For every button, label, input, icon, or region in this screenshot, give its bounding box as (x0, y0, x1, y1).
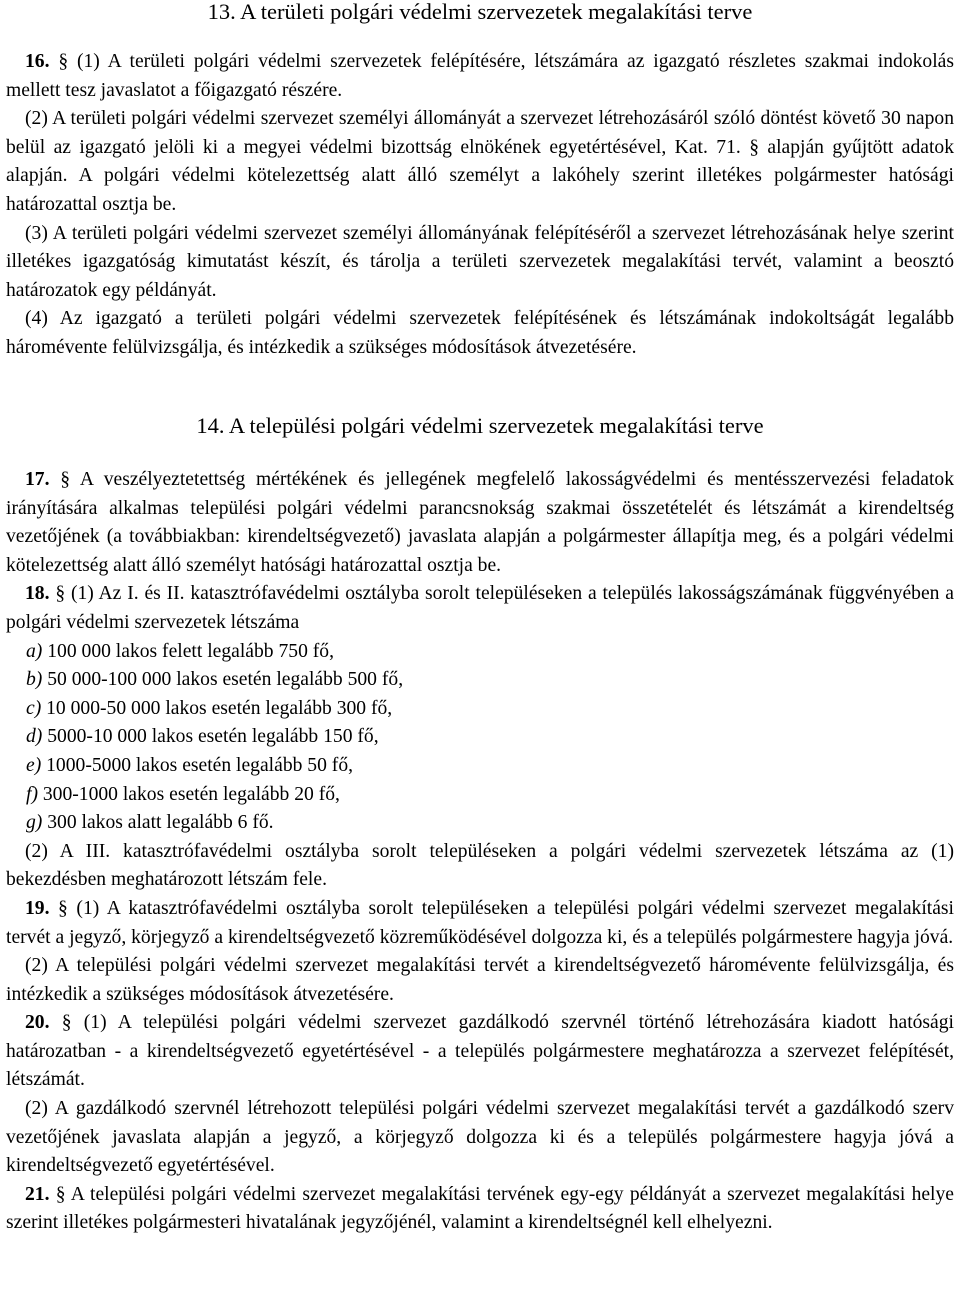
list-text: 5000-10 000 lakos esetén legalább 150 fő, (42, 726, 379, 748)
list-letter: g) (26, 812, 43, 834)
list-letter: d) (26, 726, 43, 748)
paragraph-18-2: (2) A III. katasztrófavédelmi osztályba sorolt településeken a polgári védelmi szervezetek létszáma az (1) bekezdésben meghatározott létszám fele. (6, 840, 954, 891)
paragraph-20-1-text: § (1) A települési polgári védelmi szervezet gazdálkodó szervnél történő létrehozására kiadott hatósági határozatban - a kirendeltségvezető egyetértésével - a település polgármestere meghatározza a szervezet felépítését, létszámát. (6, 1012, 954, 1091)
paragraph-20-2: (2) A gazdálkodó szervnél létrehozott települési polgári védelmi szervezet megalakítási tervét a gazdálkodó szerv vezetőjének javaslata alapján a jegyző, a körjegyző dolgozza ki és a település polgármestere hagyja jóvá a kirendeltségvezető egyetértésével. (6, 1098, 954, 1177)
paragraph-18-1 (6, 580, 954, 637)
population-list (6, 638, 954, 838)
paragraph-16-3: (3) A területi polgári védelmi szervezet személyi állományának felépítéséről a szervezet létrehozásának helye szerint illetékes igazgatóság kimutatást készít, és tárolja a területi szervezetek megalakítási tervét, valamint a beosztó határozatok egy példányát. (6, 222, 954, 301)
list-item (6, 752, 954, 781)
section-number-19: 19. (25, 897, 50, 919)
section-number-21: 21. (25, 1183, 50, 1205)
list-letter: f) (26, 783, 38, 805)
section-heading-14: 14. A települési polgári védelmi szervezetek megalakítási terve (196, 413, 764, 438)
list-text: 50 000-100 000 lakos esetén legalább 500 fő, (42, 669, 404, 691)
list-text: 10 000-50 000 lakos esetén legalább 300 fő, (41, 697, 393, 719)
paragraph-17-text: § A veszélyeztetettség mértékének és jellegének megfelelő lakosságvédelmi és mentésszervezési feladatok irányítására alkalmas települési polgári védelmi parancsnokság szakmai összetételét és létszámát a kirendeltség vezetőjének (a továbbiakban: kirendeltségvezető) javaslata alapján a polgármester állapítja meg, és a polgári védelmi kötelezettség alatt álló személyt hatósági határozattal osztja be. (6, 469, 954, 576)
section-13-body (6, 48, 954, 363)
list-text: 100 000 lakos felett legalább 750 fő, (42, 640, 334, 662)
list-letter: e) (26, 754, 42, 776)
section-number-17: 17. (25, 469, 50, 490)
list-item (6, 638, 954, 667)
paragraph-19-2: (2) A települési polgári védelmi szervezet megalakítási tervét a kirendeltségvezető háromévente felülvizsgálja, és intézkedik a szükséges módosítások átvezetésére. (6, 955, 954, 1005)
list-item (6, 666, 954, 695)
list-letter: c) (26, 697, 42, 719)
paragraph-16-1-text: § (1) A területi polgári védelmi szervezetek felépítésére, létszámára az igazgató részletes szakmai indokolás mellett tesz javaslatot a főigazgató részére. (6, 51, 954, 101)
paragraph-16-1 (6, 48, 954, 105)
list-letter: b) (26, 669, 43, 691)
list-item (6, 809, 954, 838)
section-heading-13: 13. A területi polgári védelmi szervezetek megalakítási terve (207, 0, 753, 24)
list-item (6, 695, 954, 724)
paragraph-18-1-text: § (1) Az I. és II. katasztrófavédelmi osztályba sorolt településeken a település lakosságszámának függvényében a polgári védelmi szervezetek létszáma (6, 583, 954, 633)
paragraph-20-1 (6, 1009, 954, 1095)
section-number-18: 18. (25, 583, 50, 605)
paragraph-21-text: § A települési polgári védelmi szervezet megalakítási tervének egy-egy példányát a szervezet megalakítási helye szerint illetékes polgármesteri hivatalának jegyzőjénél, valamint a kirendeltségnél kell elhelyezni. (6, 1183, 954, 1234)
list-letter: a) (26, 640, 43, 662)
paragraph-16-2: (2) A területi polgári védelmi szervezet személyi állományát a szervezet létrehozásáról szóló döntést követő 30 napon belül az igazgató jelöli ki a megyei védelmi bizottság elnökének egyetértésével, Kat. 71. § alapján gyűjtött adatok alapján. A polgári védelmi kötelezettség alatt álló személyt a lakóhely szerint illetékes polgármester hatósági határozattal osztja be. (6, 108, 954, 215)
paragraph-19-1 (6, 895, 954, 952)
list-item (6, 723, 954, 752)
list-item (6, 781, 954, 810)
paragraph-21 (6, 1181, 954, 1238)
list-text: 1000-5000 lakos esetén legalább 50 fő, (41, 754, 354, 776)
section-14-body (6, 466, 954, 1238)
section-number-16: 16. (25, 51, 50, 72)
list-text: 300-1000 lakos esetén legalább 20 fő, (37, 783, 340, 805)
paragraph-16-4: (4) Az igazgató a területi polgári védelmi szervezetek felépítésének és létszámának indokoltságát legalább háromévente felülvizsgálja, és intézkedik a szükséges módosítások átvezetésére. (6, 308, 954, 358)
paragraph-17 (6, 466, 954, 580)
list-text: 300 lakos alatt legalább 6 fő. (42, 812, 274, 834)
paragraph-19-1-text: § (1) A katasztrófavédelmi osztályba sorolt településeken a települési polgári védelmi szervezet megalakítási tervét a jegyző, körjegyző a kirendeltségvezető közreműködésével dolgozza ki, és a település polgármestere hagyja jóvá. (6, 897, 954, 948)
section-number-20: 20. (25, 1012, 50, 1034)
